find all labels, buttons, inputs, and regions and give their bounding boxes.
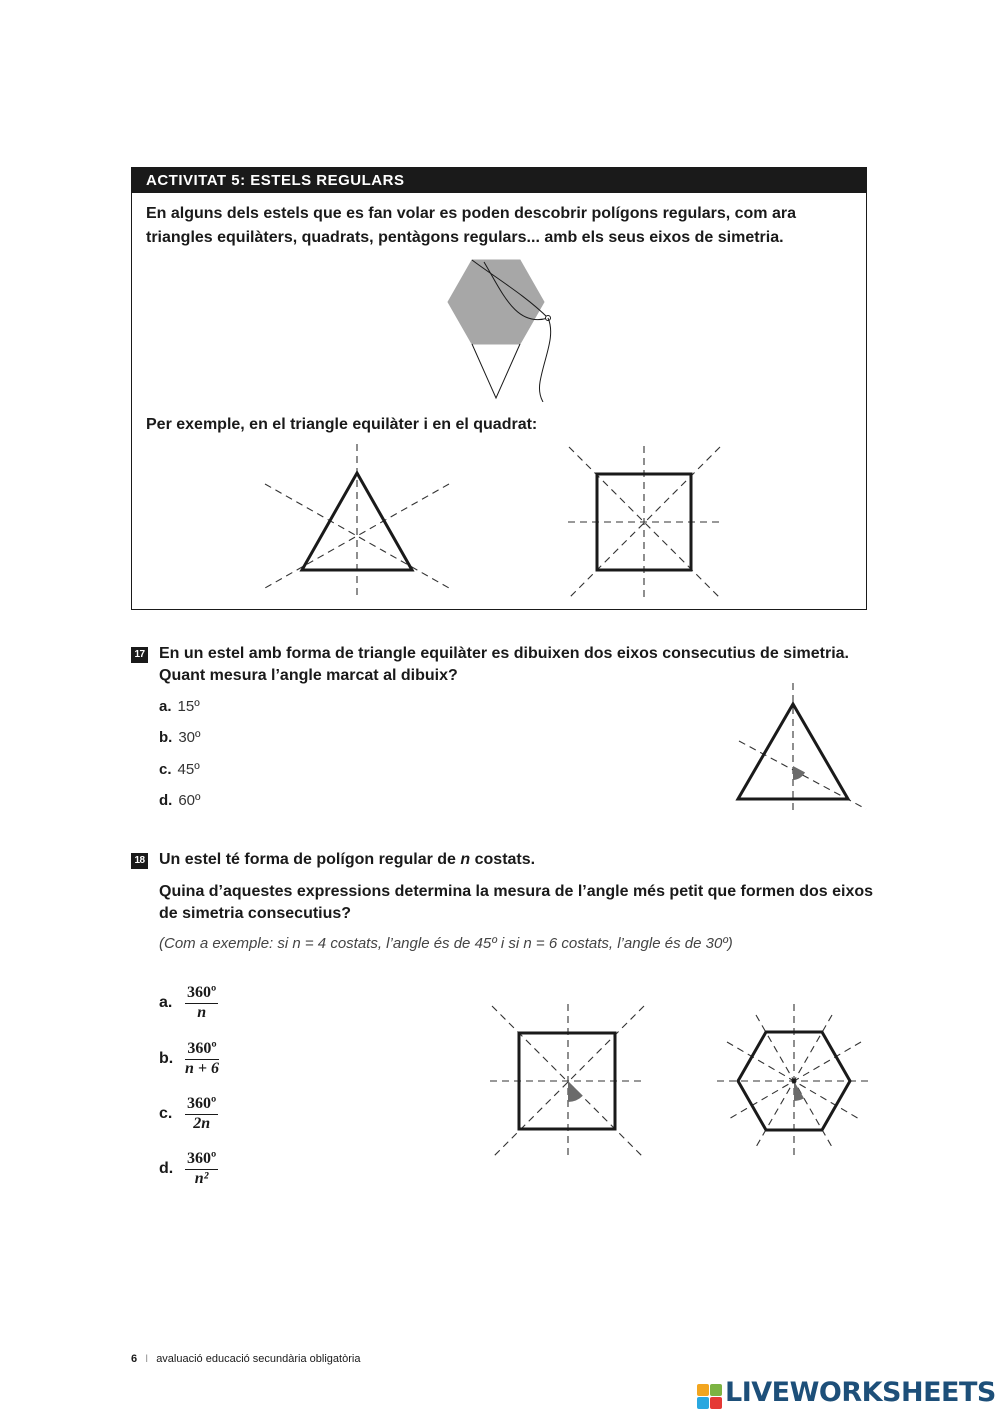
page-number: 6 <box>131 1353 138 1365</box>
option-value: 60º <box>178 792 201 809</box>
option-letter: a. <box>159 698 172 715</box>
q18-text-before: Un estel té forma de polígon regular de <box>159 851 461 868</box>
q18-option-d[interactable] <box>159 1150 218 1188</box>
q17-option-c[interactable] <box>159 760 200 780</box>
option-letter: d. <box>159 792 173 809</box>
option-letter: c. <box>159 1105 173 1122</box>
option-value: 30º <box>178 729 201 746</box>
q18-option-c[interactable] <box>159 1095 218 1133</box>
fraction-numerator: 360º <box>185 1150 218 1170</box>
fraction-denominator: n² <box>194 1170 209 1187</box>
q17-option-b[interactable] <box>159 728 201 748</box>
hexagon-center <box>792 1079 797 1084</box>
q18-text-var: n <box>460 851 471 868</box>
watermark-text: LIVEWORKSHEETS <box>725 1377 996 1408</box>
activity-header: ACTIVITAT 5: ESTELS REGULARS <box>132 168 866 193</box>
option-fraction <box>185 1150 218 1188</box>
question-17-badge: 17 <box>131 647 148 663</box>
q18-option-b[interactable] <box>159 1040 219 1078</box>
option-letter: d. <box>159 1160 174 1177</box>
fraction-denominator: n <box>197 1004 207 1021</box>
q18-option-a[interactable] <box>159 984 218 1022</box>
liveworksheets-logo-icon <box>697 1384 723 1410</box>
fraction-numerator: 360º <box>185 1040 219 1060</box>
fraction-numerator: 360º <box>185 1095 218 1115</box>
kite-tail <box>472 344 520 398</box>
option-letter: b. <box>159 729 173 746</box>
activity-intro: En alguns dels estels que es fan volar es poden descobrir polígons regulars, com ara triangles equilàters, quadrats, pentàgons regulars... amb els seus eixos de simetria. <box>146 205 796 246</box>
option-fraction <box>185 984 218 1022</box>
fraction-numerator: 360º <box>185 984 218 1004</box>
option-letter: a. <box>159 994 173 1011</box>
option-fraction <box>185 1040 219 1078</box>
marked-angle <box>793 766 805 780</box>
page-footer <box>131 1353 360 1365</box>
kite-illustration <box>444 256 564 402</box>
option-value: 45º <box>177 761 200 778</box>
liveworksheets-watermark[interactable] <box>697 1377 996 1409</box>
option-value: 15º <box>177 698 200 715</box>
activity-example: Per exemple, en el triangle equilàter i en el quadrat: <box>146 416 538 433</box>
question-18-note: (Com a exemple: si n = 4 costats, l’angle és de 45º i si n = 6 costats, l’angle és de 30º) <box>159 935 733 952</box>
square-symmetry-figure <box>568 446 722 598</box>
q18-hexagon-figure <box>714 1004 874 1160</box>
activity-box <box>131 167 867 610</box>
option-letter: b. <box>159 1050 174 1067</box>
marked-angle <box>568 1081 583 1102</box>
option-fraction <box>185 1095 218 1133</box>
footer-text: avaluació educació secundària obligatòria <box>156 1353 361 1365</box>
question-18-badge: 18 <box>131 853 148 869</box>
triangle-symmetry-figure <box>262 444 452 604</box>
footer-separator: I <box>145 1353 149 1365</box>
fraction-denominator: n + 6 <box>185 1060 220 1077</box>
option-letter: c. <box>159 761 172 778</box>
q18-text-after: costats. <box>470 851 536 868</box>
question-18-title <box>159 849 874 871</box>
q17-option-d[interactable] <box>159 791 201 811</box>
marked-angle <box>794 1081 804 1101</box>
kite-rope <box>539 318 550 402</box>
question-18-question: Quina d’aquestes expressions determina la mesura de l’angle més petit que formen dos eixos de simetria consecutius? <box>159 883 874 922</box>
fraction-denominator: 2n <box>193 1115 211 1132</box>
question-17-text: En un estel amb forma de triangle equilàter es dibuixen dos eixos consecutius de simetria. Quant mesura l’angle marcat al dibuix? <box>159 645 849 684</box>
q17-option-a[interactable] <box>159 697 200 717</box>
q17-triangle-figure <box>735 683 870 815</box>
q18-square-figure <box>490 1004 646 1160</box>
